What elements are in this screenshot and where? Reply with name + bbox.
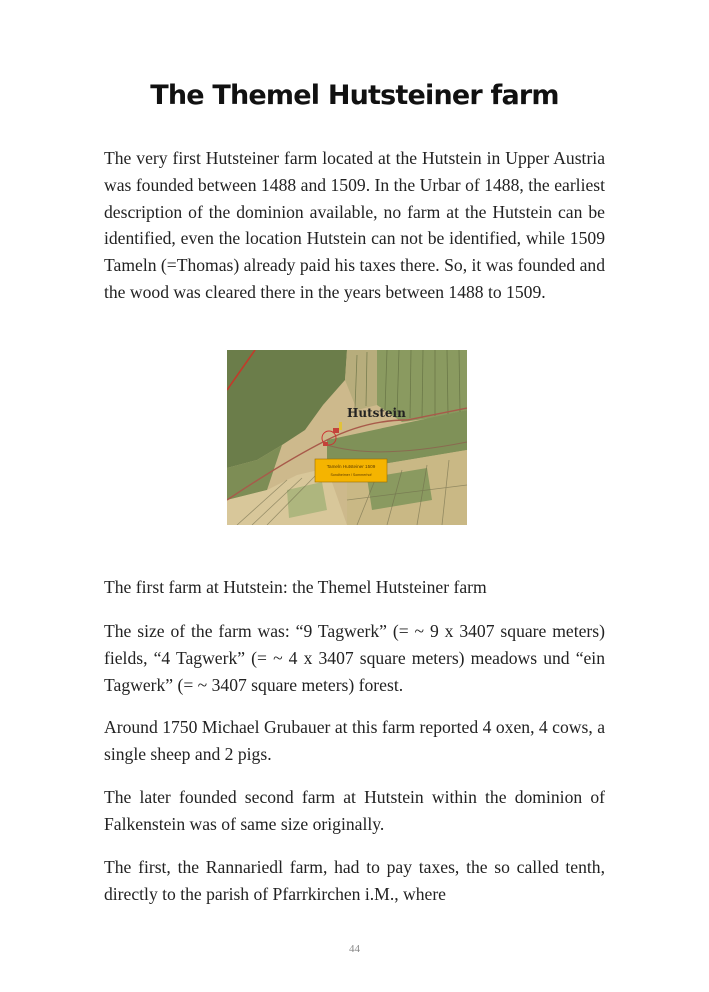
rannariedl-paragraph: The first, the Rannariedl farm, had to pay taxes, the so called tenth, directly to the parish of Pfarrkirchen i.M., where — [104, 857, 605, 904]
map-callout-line1: Tameln Hutsteiner 1509 — [326, 464, 376, 469]
farm-size-paragraph: The size of the farm was: “9 Tagwerk” (= ~ 9 x 3407 square meters) fields, “4 Tagwerk” (= ~ 4 x 3407 square meters) meadows und “ein Tagwerk” (= ~ 3407 square meters) forest. — [104, 621, 605, 695]
second-farm-paragraph: The later founded second farm at Hutstein within the dominion of Falkenstein was of same size originally. — [104, 787, 605, 834]
map-place-label: Hutstein — [347, 406, 406, 420]
map-callout-line2: Sondheimer / Sommerhof — [330, 473, 372, 477]
intro-paragraph: The very first Hutsteiner farm located at the Hutstein in Upper Austria was founded between 1488 and 1509. In the Urbar of 1488, the earliest description of the dominion available, no farm at the Hutstein can be identified, even the location Hutstein can not be identified, while 1509 Tameln (=Thomas) already paid his taxes there. So, it was founded and the wood was cleared there in the years between 1488 to 1509. — [104, 148, 605, 302]
historic-map-image — [227, 350, 467, 525]
livestock-paragraph: Around 1750 Michael Grubauer at this farm reported 4 oxen, 4 cows, a single sheep and 2 pigs. — [104, 717, 605, 764]
page-number: 44 — [349, 943, 360, 955]
page-title: The Themel Hutsteiner farm — [150, 80, 559, 111]
map-caption: The first farm at Hutstein: the Themel Hutsteiner farm — [104, 577, 487, 597]
